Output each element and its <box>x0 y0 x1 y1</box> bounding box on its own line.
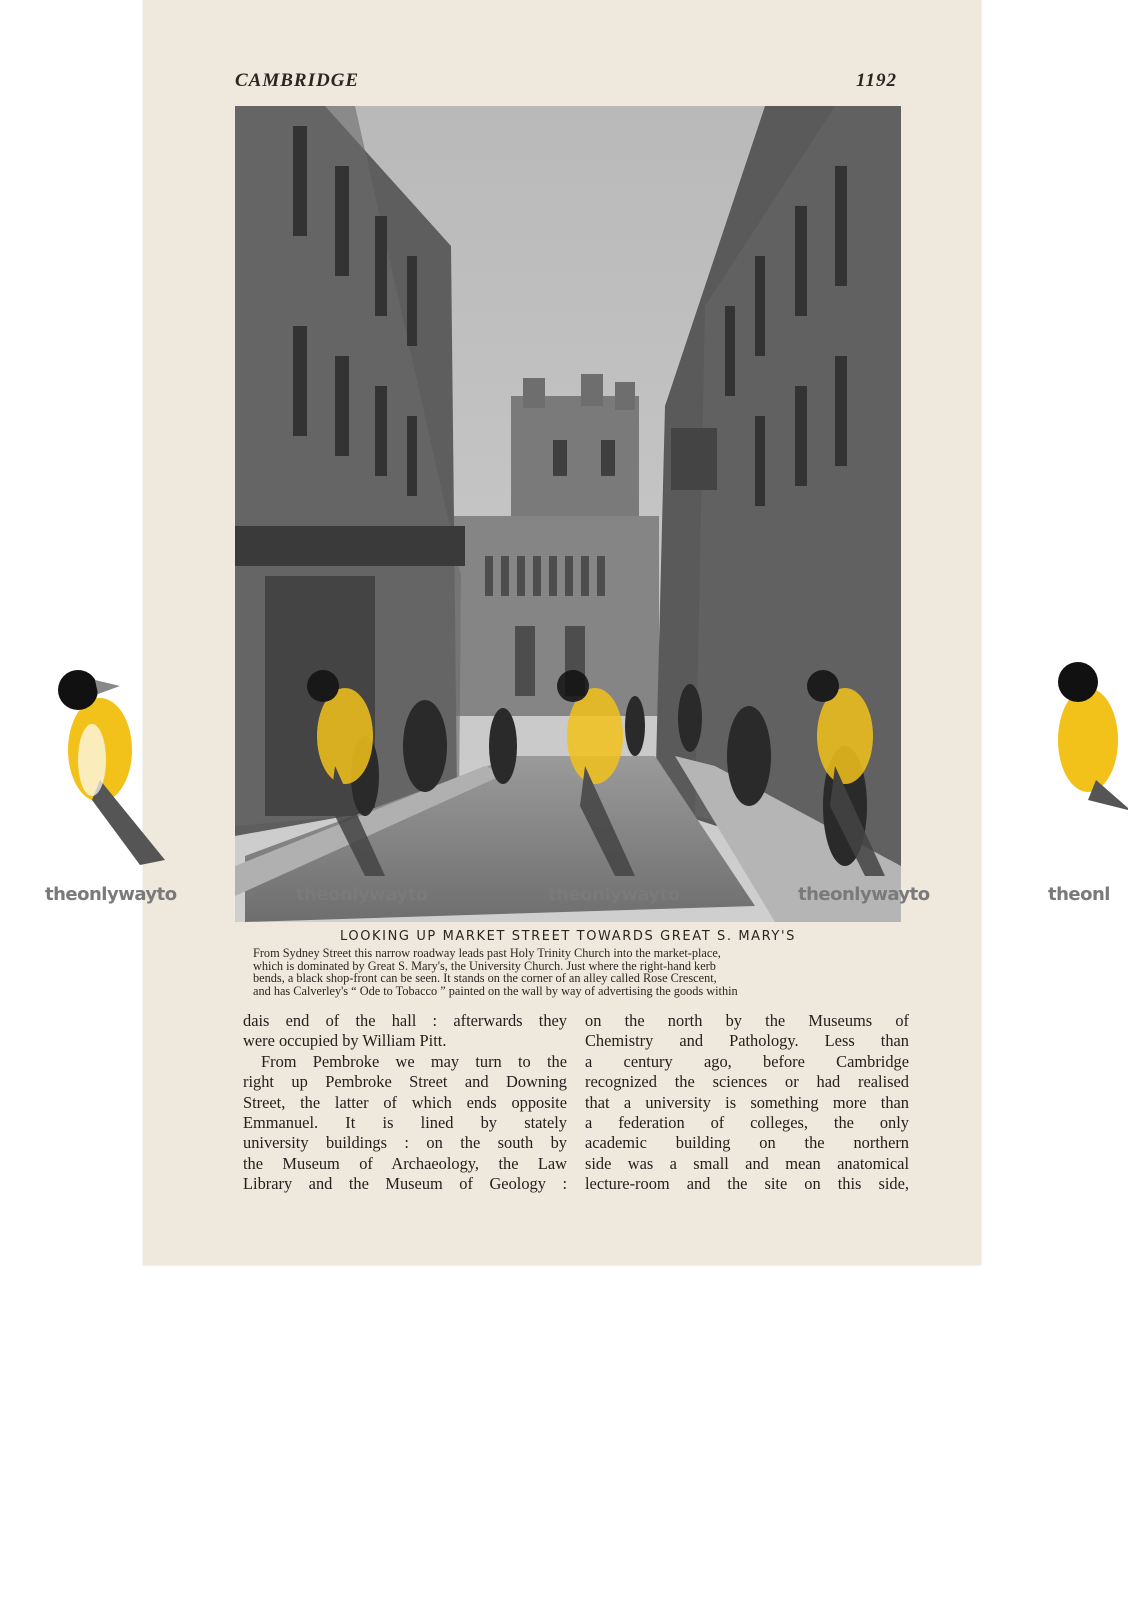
text-line: Emmanuel. It is lined by stately <box>243 1113 567 1133</box>
photo-caption <box>253 947 893 997</box>
text-line: Street, the latter of which ends opposite <box>243 1092 567 1112</box>
caption-line: and has Calverley's “ Ode to Tobacco ” painted on the wall by way of advertising the goods within <box>253 983 738 998</box>
text-line: Chemistry and Pathology. Less than <box>585 1031 909 1051</box>
photo-caption-title: LOOKING UP MARKET STREET TOWARDS GREAT S. MARY'S <box>339 929 796 944</box>
street-photograph <box>235 106 901 922</box>
text-line: university buildings : on the south by <box>243 1133 567 1153</box>
text-line: recognized the sciences or had realised <box>585 1072 909 1092</box>
text-line: a federation of colleges, the only <box>585 1113 909 1133</box>
watermark-text: theonlywayto <box>296 884 428 905</box>
street-photograph-drawing <box>235 106 901 922</box>
watermark-text: theonlywayto <box>45 884 177 905</box>
book-page <box>143 0 981 1265</box>
text-line: side was a small and mean anatomical <box>585 1153 909 1173</box>
watermark-text-edge: theonl <box>1048 884 1110 905</box>
text-line: that a university is something more than <box>585 1092 909 1112</box>
text-line: From Pembroke we may turn to the <box>261 1051 567 1071</box>
text-line: right up Pembroke Street and Downing <box>243 1072 567 1092</box>
running-head <box>235 70 897 100</box>
text-line: academic building on the northern <box>585 1133 909 1153</box>
text-line: a century ago, before Cambridge <box>585 1051 909 1071</box>
text-line: were occupied by William Pitt. <box>243 1031 447 1051</box>
body-column-left <box>243 1011 567 1195</box>
text-line: dais end of the hall : afterwards they <box>243 1011 567 1030</box>
text-line: on the north by the Museums of <box>585 1011 909 1030</box>
body-column-right <box>585 1011 909 1195</box>
oriole-bird-icon <box>40 660 170 870</box>
watermark-text: theonlywayto <box>798 884 930 905</box>
caption-line: From Sydney Street this narrow roadway leads past Holy Trinity Church into the market-place, <box>253 946 721 960</box>
text-line: lecture-room and the site on this side, <box>585 1174 909 1194</box>
text-line: the Museum of Archaeology, the Law <box>243 1153 567 1173</box>
caption-line: bends, a black shop-front can be seen. It stands on the corner of an alley called Rose Crescent, <box>253 971 717 986</box>
watermark-text: theonlywayto <box>548 884 680 905</box>
caption-line: which is dominated by Great S. Mary's, the University Church. Just where the right-hand kerb <box>253 958 716 973</box>
running-head-title: CAMBRIDGE <box>235 70 360 91</box>
page-number: 1192 <box>856 70 897 91</box>
oriole-bird-icon <box>1048 660 1128 810</box>
text-line: Library and the Museum of Geology : <box>243 1174 567 1194</box>
